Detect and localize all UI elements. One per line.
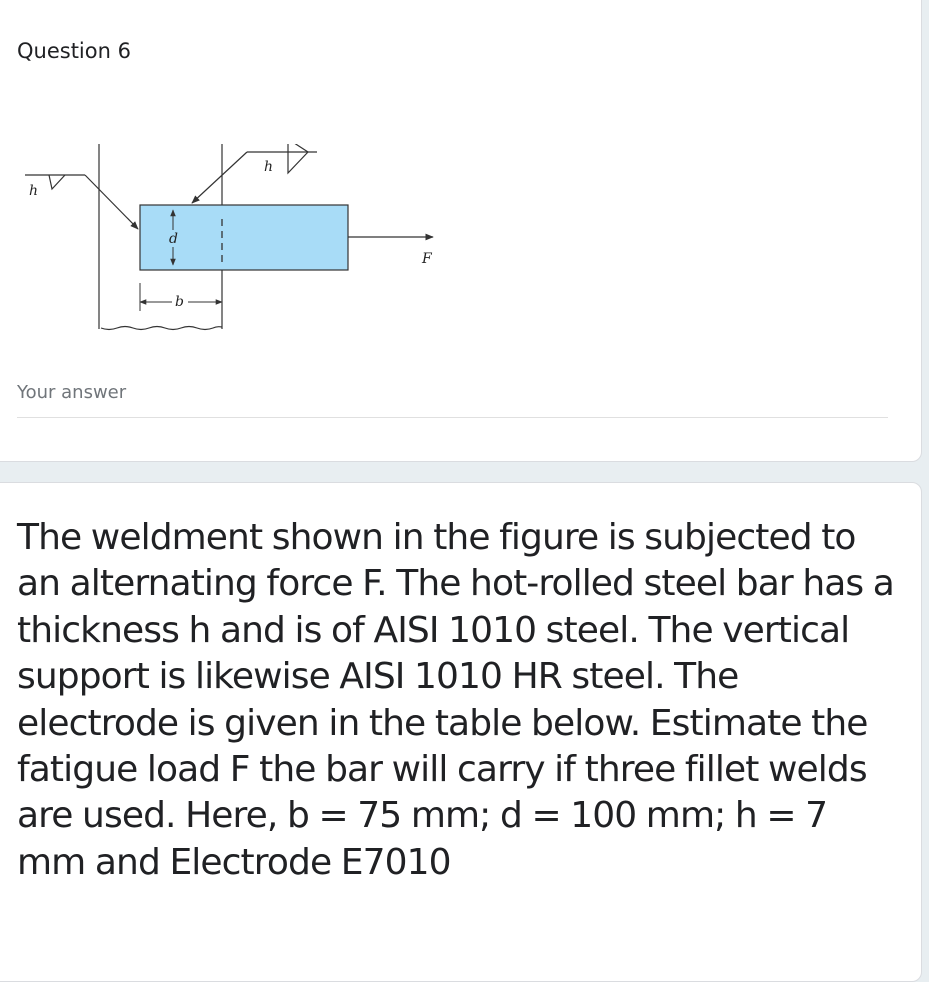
question-card	[0, 0, 922, 462]
answer-input[interactable]	[17, 382, 888, 418]
question-title: Question 6	[17, 39, 131, 63]
weld-leader-top	[192, 152, 247, 203]
h-left-label: h	[29, 183, 39, 199]
d-label: d	[169, 231, 178, 247]
h-top-label: h	[264, 159, 274, 175]
question-description: The weldment shown in the figure is subjected to an alternating force F. The hot-rolled steel bar has a thickness h and is of AISI 1010 steel. The vertical support is likewise AISI 1010 HR steel. The electrode is given in the table below. Estimate the fatigue load F the bar will carry if three fillet welds are used. Here, b = 75 mm; d = 100 mm; h = 7 mm and Electrode E7010	[17, 517, 894, 883]
weld-leader-left	[85, 175, 138, 229]
b-label: b	[175, 294, 184, 310]
answer-placeholder: Your answer	[17, 382, 127, 403]
support-plate-bottom	[101, 327, 222, 330]
description-card	[0, 482, 922, 982]
force-label: F	[422, 251, 432, 267]
weldment-figure	[25, 144, 455, 359]
